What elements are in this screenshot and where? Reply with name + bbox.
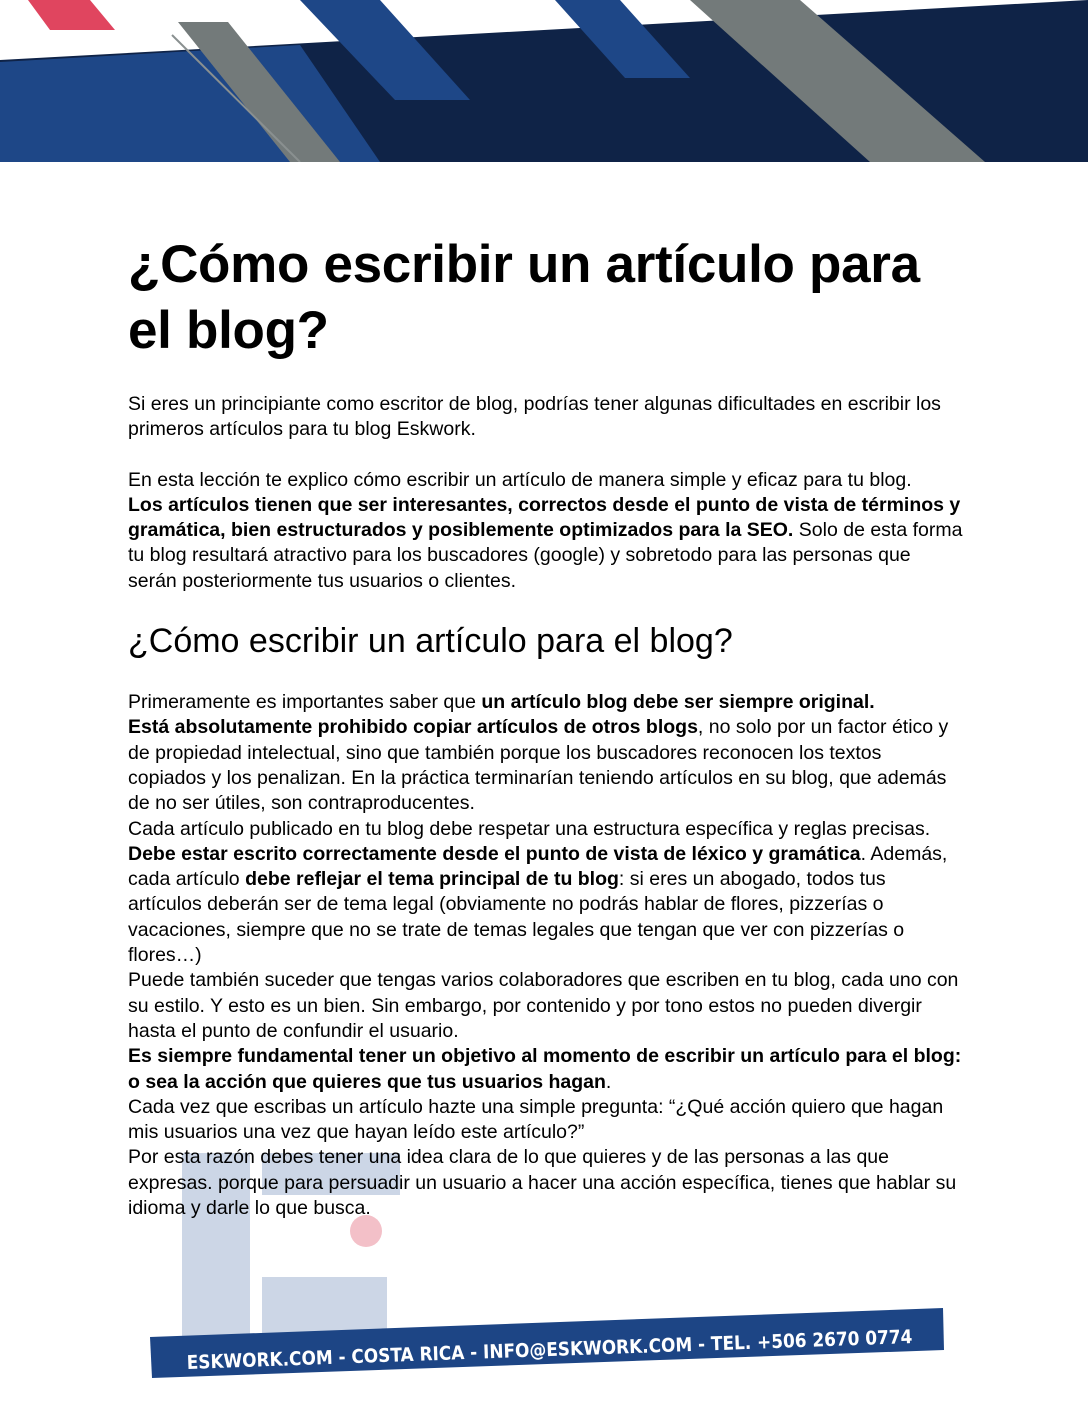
bold-text: Está absolutamente prohibido copiar artículos de otros blogs [128,716,698,739]
paragraph-text: . [605,1070,612,1093]
paragraph-question: Cada vez que escribas un artículo hazte una simple pregunta: “¿Qué acción quiero que hagan mis usuarios una vez que hayan leído este artículo?” [128,1095,944,1144]
paragraph-structure [128,817,964,969]
paragraph-text: Primeramente es importantes saber que [128,691,482,714]
paragraph-conclusion: Por esta razón debes tener una idea clara de lo que quieres y de las personas a las que expresas. porque para persuadir un usuario a hacer una acción específica, tienes que hablar su idioma y darle lo que busca. [128,1146,957,1220]
intro-paragraph: Si eres un principiante como escritor de blog, podrías tener algunas dificultades en escribir los primeros artículos para tu blog Eskwork. [128,393,941,441]
bold-text: debe reflejar el tema principal de tu blog [245,868,619,891]
bold-text: un artículo blog debe ser siempre original. [481,691,875,714]
bold-text: Debe estar escrito correctamente desde el punto de vista de léxico y gramática [128,842,861,865]
article-content [128,232,964,1221]
paragraph-collaborators: Puede también suceder que tengas varios colaboradores que escriben en tu blog, cada uno con su estilo. Y esto es un bien. Sin embargo, por contenido y por tono estos no pueden divergir hasta el punto de confundir el usuario. [128,969,959,1042]
paragraph-text: Cada artículo publicado en tu blog debe respetar una estructura específica y reglas precisas. [128,817,931,840]
intro-paragraph-2 [128,468,964,594]
paragraph-originality [128,690,964,816]
header-banner [0,0,1088,162]
page-title: ¿Cómo escribir un artículo para el blog? [128,235,920,360]
section-body [128,690,964,1221]
paragraph-text: , no solo por un factor ético y de propiedad intelectual, sino que también porque los buscadores reconocen los textos copiados y los penalizan. En la práctica terminarían teniendo artículos en su blog, que además de no ser útiles, son contraproducentes. [128,716,949,815]
footer-contact-bar [0,1300,1088,1390]
paragraph-text: : si eres un abogado, todos tus artículos deberán ser de tema legal (obviamente no podrás hablar de flores, pizzerías o vacaciones, siempre que no se trate de temas legales que tengan que ver con pizzerías o flores…) [128,868,905,967]
intro-text-continued: Solo de esta forma tu blog resultará atractivo para los buscadores (google) y sobretodo para las personas que serán posteriormente tus usuarios o clientes. [128,519,963,592]
intro-text: En esta lección te explico cómo escribir un artículo de manera simple y eficaz para tu blog. [128,468,912,491]
paragraph-objective [128,1044,964,1095]
paragraph-text: . Además, cada artículo [128,842,948,891]
bold-text: Es siempre fundamental tener un objetivo al momento de escribir un artículo para el blog: o sea la acción que quieres que tus usuarios hagan [128,1045,962,1093]
intro-bold-text: Los artículos tienen que ser interesantes, correctos desde el punto de vista de términos y gramática, bien estructurados y posiblemente optimizados para la SEO. [128,493,961,542]
section-heading: ¿Cómo escribir un artículo para el blog? [128,622,733,661]
footer-contact-text: ESKWORK.COM - COSTA RICA - INFO@ESKWORK.COM - TEL. +506 2670 0774 [186,1322,1003,1374]
